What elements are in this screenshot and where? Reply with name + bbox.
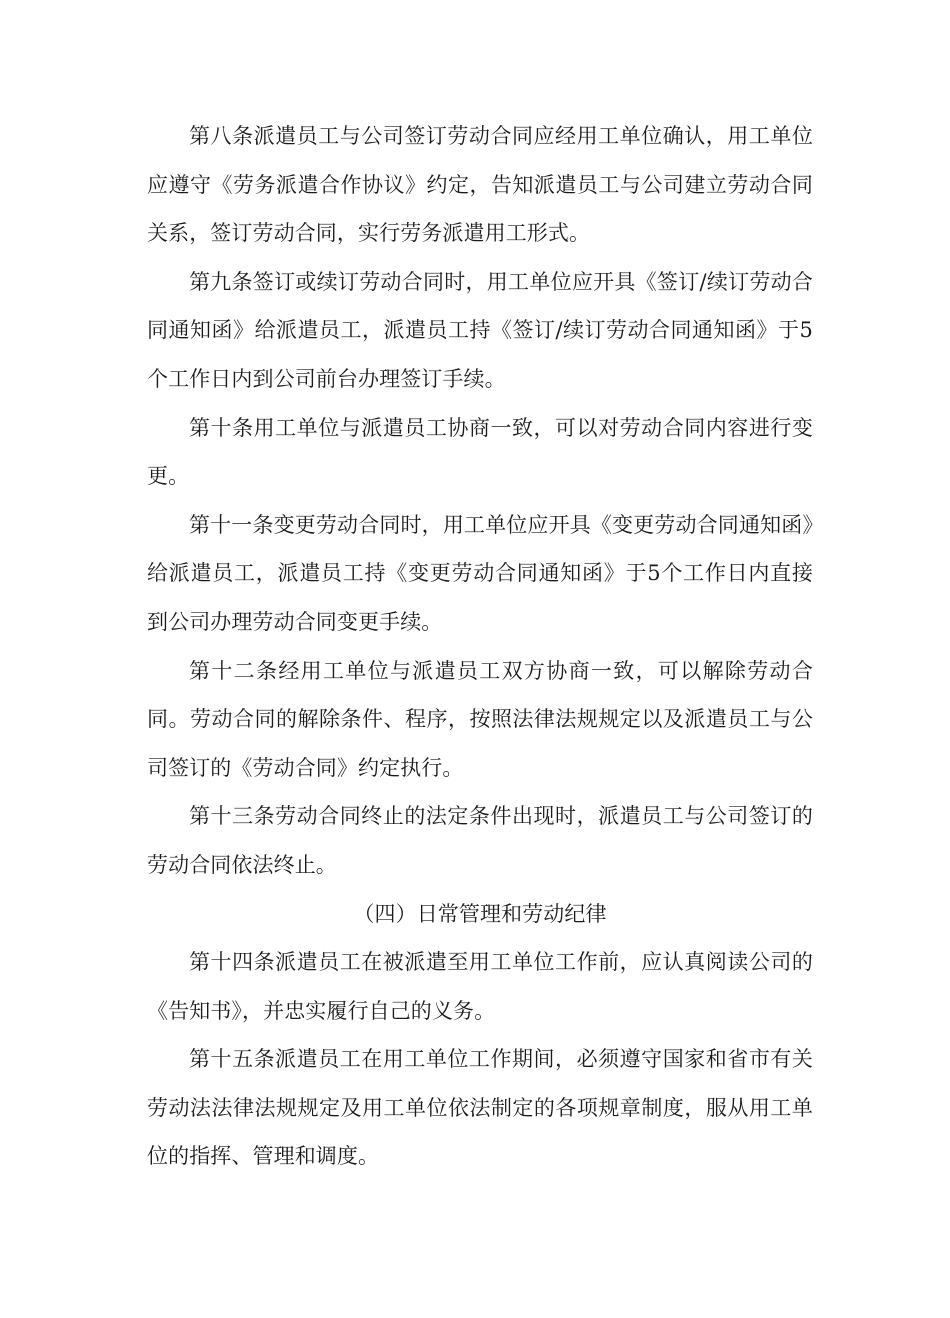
section-heading: （四）日常管理和劳动纪律 bbox=[353, 901, 607, 926]
article-15-paragraph: 第十五条派遣员工在用工单位工作期间，必须遵守国家和省市有关劳动法法律法规规定及用工单位依法制定的各项规章制度，服从用工单位的指挥、管理和调度。 bbox=[147, 1047, 813, 1169]
article-8-paragraph: 第八条派遣员工与公司签订劳动合同应经用工单位确认，用工单位应遵守《劳务派遣合作协议》约定，告知派遣员工与公司建立劳动合同关系，签订劳动合同，实行劳务派遣用工形式。 bbox=[147, 124, 813, 246]
article-14-paragraph: 第十四条派遣员工在被派遣至用工单位工作前，应认真阅读公司的《告知书》，并忠实履行自己的义务。 bbox=[147, 950, 813, 1023]
article-12-paragraph: 第十二条经用工单位与派遣员工双方协商一致，可以解除劳动合同。劳动合同的解除条件、程序，按照法律法规规定以及派遣员工与公司签订的《劳动合同》约定执行。 bbox=[147, 658, 813, 780]
article-13-paragraph: 第十三条劳动合同终止的法定条件出现时，派遣员工与公司签订的劳动合同依法终止。 bbox=[147, 804, 813, 877]
article-11-paragraph: 第十一条变更劳动合同时，用工单位应开具《变更劳动合同通知函》给派遣员工，派遣员工持《变更劳动合同通知函》于5个工作日内直接到公司办理劳动合同变更手续。 bbox=[147, 512, 813, 634]
article-10-paragraph: 第十条用工单位与派遣员工协商一致，可以对劳动合同内容进行变更。 bbox=[147, 415, 813, 489]
document-body bbox=[147, 112, 813, 1181]
article-9-paragraph: 第九条签订或续订劳动合同时，用工单位应开具《签订/续订劳动合同通知函》给派遣员工，派遣员工持《签订/续订劳动合同通知函》于5个工作日内到公司前台办理签订手续。 bbox=[147, 269, 813, 391]
